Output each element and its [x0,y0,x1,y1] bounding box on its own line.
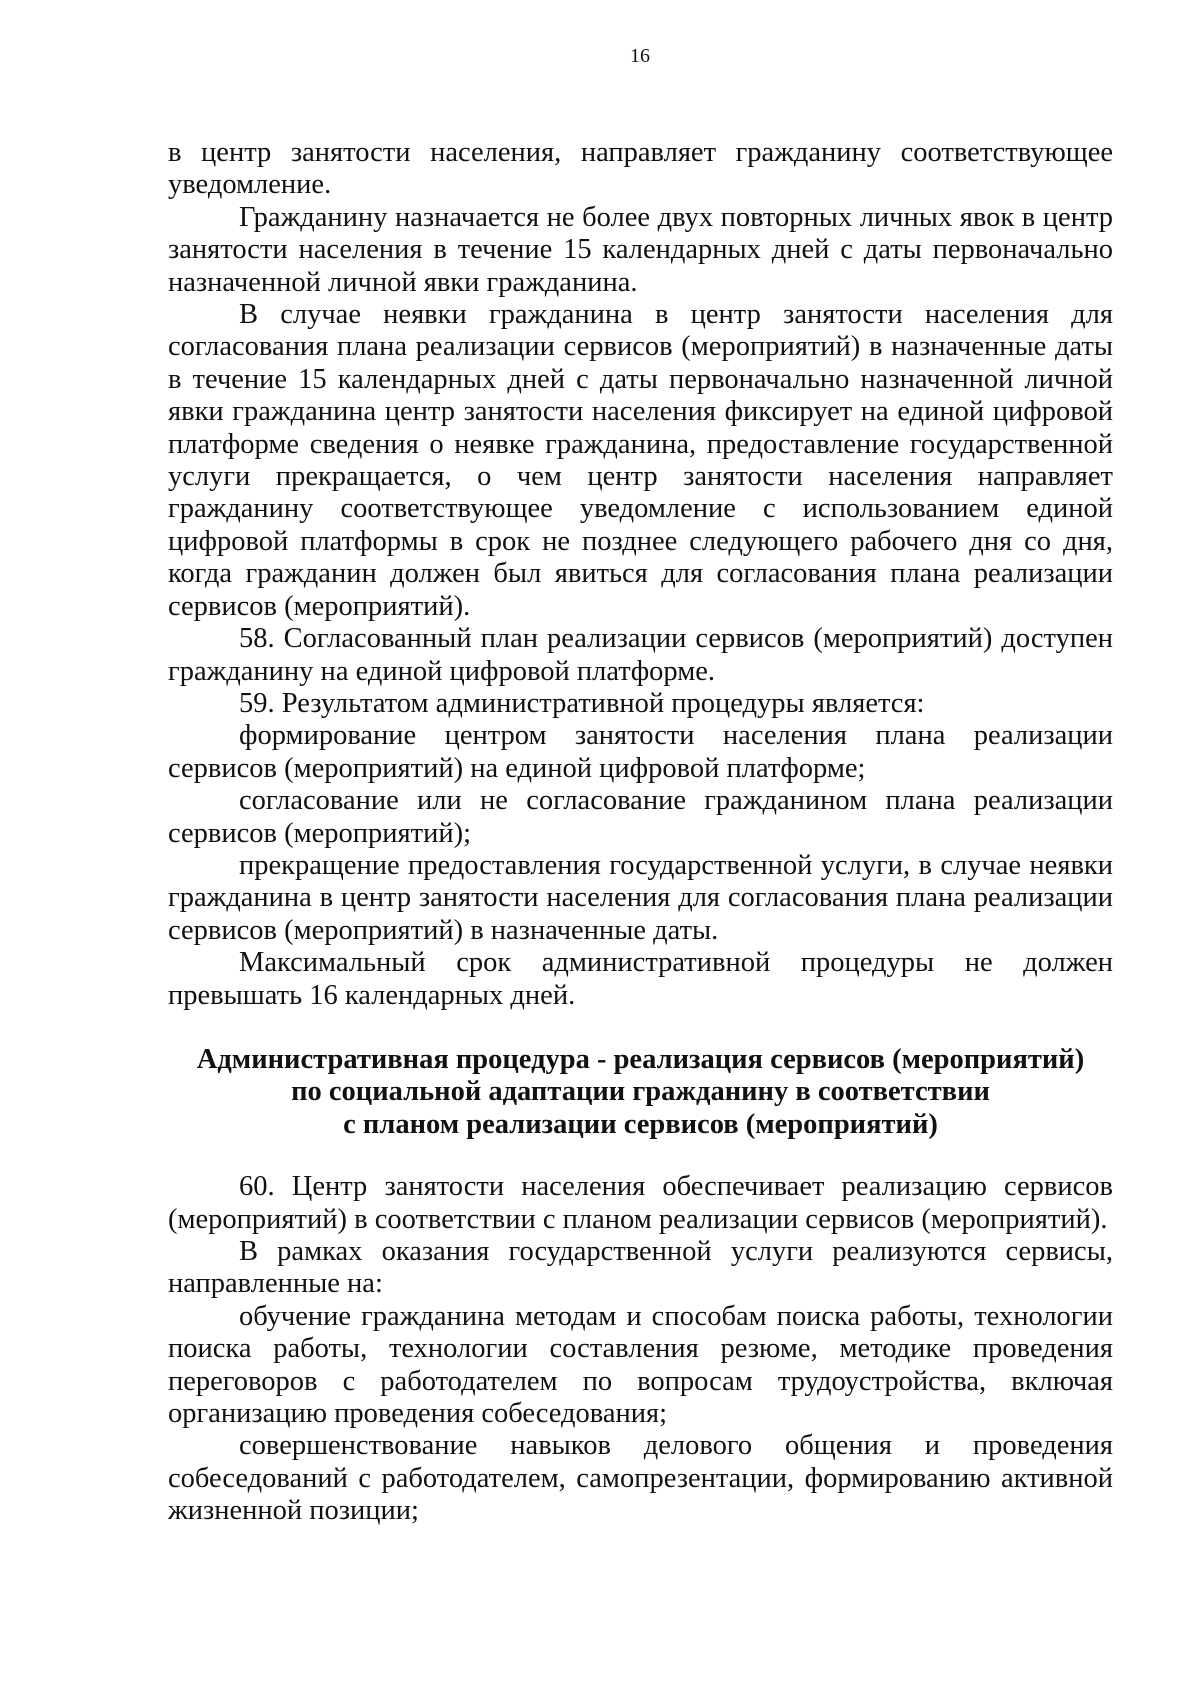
document-body [168,137,1113,1528]
page-number: 16 [630,45,650,67]
paragraph-services-intro: В рамках оказания государственной услуги реализуются сервисы, направленные на: [168,1236,1113,1300]
section-heading-line-3: с планом реализации сервисов (мероприятий) [343,1108,938,1140]
list-item-approval: согласование или не согласование гражданином плана реализации сервисов (мероприятий); [168,785,1113,849]
paragraph-repeat-visits: Гражданину назначается не более двух повторных личных явок в центр занятости населения в течение 15 календарных дней с даты первоначально назначенной личной явки гражданина. [168,201,1113,298]
list-item-forming-plan: формирование центром занятости населения плана реализации сервисов (мероприятий) на единой цифровой платформе; [168,720,1113,784]
section-heading-line-2: по социальной адаптации гражданину в соответствии [291,1076,990,1108]
list-item-job-search-training: обучение гражданина методам и способам поиска работы, технологии поиска работы, технологии составления резюме, методике проведения переговоров с работодателем по вопросам трудоустройства, включая организацию проведения собеседования; [168,1300,1113,1430]
paragraph-58: 58. Согласованный план реализации сервисов (мероприятий) доступен гражданину на единой цифровой платформе. [168,623,1113,687]
paragraph-60: 60. Центр занятости населения обеспечивает реализацию сервисов (мероприятий) в соответствии с планом реализации сервисов (мероприятий). [168,1171,1113,1235]
paragraph-continuation: в центр занятости населения, направляет гражданину соответствующее уведомление. [168,137,1113,201]
list-item-termination: прекращение предоставления государственной услуги, в случае неявки гражданина в центр занятости населения для согласования плана реализации сервисов (мероприятий) в назначенные даты. [168,849,1113,946]
list-item-communication-skills: совершенствование навыков делового общения и проведения собеседований с работодателем, самопрезентации, формированию активной жизненной позиции; [168,1430,1113,1527]
paragraph-no-show: В случае неявки гражданина в центр занятости населения для согласования плана реализации сервисов (мероприятий) в назначенные даты в течение 15 календарных дней с даты первоначально назначенной личной явки гражданина центр занятости населения фиксирует на единой цифровой платформе сведения о неявке гражданина, предоставление государственной услуги прекращается, о чем центр занятости населения направляет гражданину соответствующее уведомление с использованием единой цифровой платформы в срок не позднее следующего рабочего дня со дня, когда гражданин должен был явиться для согласования плана реализации сервисов (мероприятий). [168,299,1113,622]
paragraph-59: 59. Результатом административной процедуры является: [239,687,925,719]
paragraph-max-term: Максимальный срок административной процедуры не должен превышать 16 календарных дней. [168,947,1113,1011]
section-heading [168,1044,1113,1141]
section-heading-line-1: Административная процедура - реализация сервисов (мероприятий) [196,1043,1085,1075]
